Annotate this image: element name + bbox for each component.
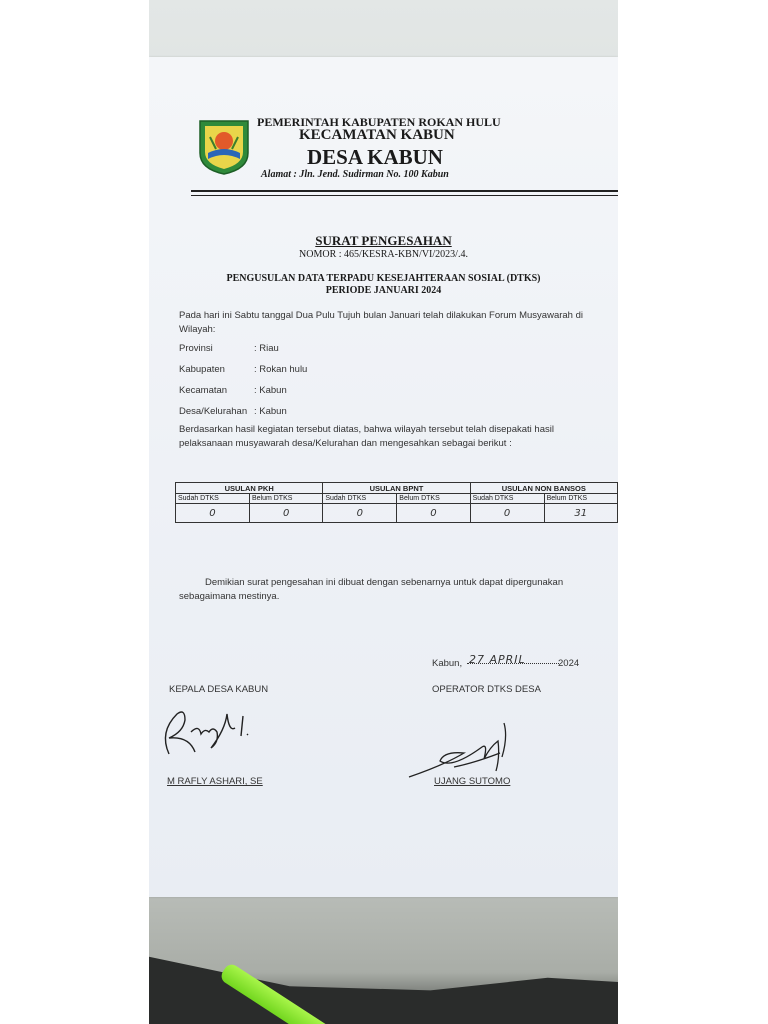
field-value-province: : Riau (254, 343, 279, 354)
table-subheader: Sudah DTKS (176, 494, 250, 504)
operator-signature (404, 717, 524, 782)
signatory-role-right: OPERATOR DTKS DESA (432, 684, 541, 695)
table-group-pkh: USULAN PKH (176, 483, 323, 494)
table-subheader: Belum DTKS (249, 494, 322, 504)
table-cell: 0 (249, 504, 322, 523)
date-year: 2024 (558, 658, 580, 669)
field-value-regency: : Rokan hulu (254, 364, 308, 375)
regency-emblem-icon (198, 119, 250, 175)
field-label-village: Desa/Kelurahan (179, 406, 248, 417)
date-place: Kabun, (432, 658, 463, 669)
table-subheader: Sudah DTKS (323, 494, 397, 504)
signatory-name-right: UJANG SUTOMO (434, 776, 511, 787)
table-cell: 0 (397, 504, 470, 523)
field-value-subdistrict: : Kabun (254, 385, 287, 396)
field-label-regency: Kabupaten (179, 364, 225, 375)
table-cell: 0 (470, 504, 544, 523)
table-group-non-bansos: USULAN NON BANSOS (470, 483, 617, 494)
photo-background (149, 0, 618, 1024)
letter-paper (149, 57, 618, 897)
document-subject: PENGUSULAN DATA TERPADU KESEJAHTERAAN SOSIAL (DTKS) (226, 273, 541, 284)
document-period: PERIODE JANUARI 2024 (325, 285, 442, 296)
field-label-subdistrict: Kecamatan (179, 385, 228, 396)
document-number: NOMOR : 465/KESRA-KBN/VI/2023/.4. (299, 249, 468, 260)
intro-paragraph: Pada hari ini Sabtu tanggal Dua Pulu Tujuh bulan Januari telah dilakukan Forum Musyawarah di Wilayah: (179, 310, 583, 335)
table-cell: 0 (176, 504, 250, 523)
table-subheader: Belum DTKS (544, 494, 617, 504)
village-head-signature (155, 702, 265, 760)
letterhead-address: Alamat : Jln. Jend. Sudirman No. 100 Kabun (261, 169, 449, 180)
dtks-table (175, 482, 618, 523)
field-label-province: Provinsi (179, 343, 213, 354)
letterhead-government: PEMERINTAH KABUPATEN ROKAN HULU (257, 115, 501, 129)
signatory-role-left: KEPALA DESA KABUN (169, 684, 269, 695)
basis-paragraph: Berdasarkan hasil kegiatan tersebut diatas, bahwa wilayah tersebut telah disepakati hasil pelaksanaan musyawarah desa/Kelurahan dan mengesahkan sebagai berikut : (179, 424, 554, 449)
letterhead-district: KECAMATAN KABUN (299, 127, 455, 143)
closing-paragraph: Demikian surat pengesahan ini dibuat dengan sebenarnya untuk dapat dipergunakan sebagaimana mestinya. (179, 577, 564, 602)
letterhead-village: DESA KABUN (307, 145, 443, 169)
table-group-bpnt: USULAN BPNT (323, 483, 470, 494)
table-subheader: Sudah DTKS (470, 494, 544, 504)
document-heading: SURAT PENGESAHAN (315, 233, 452, 248)
signatory-name-left: M RAFLY ASHARI, SE (167, 776, 263, 787)
table-cell: 31 (544, 504, 617, 523)
field-value-village: : Kabun (254, 406, 287, 417)
table-subheader: Belum DTKS (397, 494, 470, 504)
date-handwritten: 27 APRIL (469, 653, 526, 666)
letterhead-divider (191, 190, 618, 196)
table-cell: 0 (323, 504, 397, 523)
